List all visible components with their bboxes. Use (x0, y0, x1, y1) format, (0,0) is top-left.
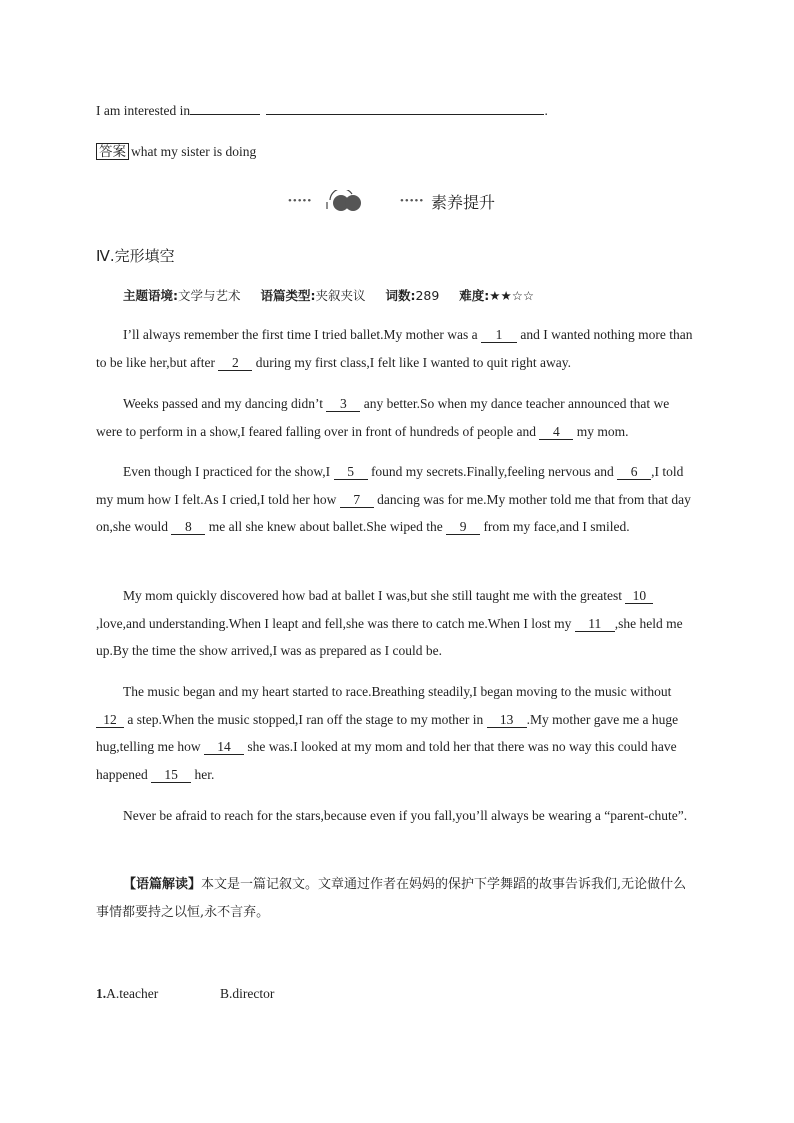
words-label: 词数: (385, 288, 416, 303)
passage-paragraph-4 (96, 582, 696, 665)
cloze-blank-13[interactable]: 13 (487, 713, 527, 728)
banner-decoration-icon (322, 190, 368, 214)
prompt-end: . (544, 103, 548, 118)
banner-dots-left: ••••• (288, 195, 313, 207)
prompt-text: I am interested in (96, 103, 191, 118)
answer-label: 答案 (96, 143, 129, 160)
paragraph-text: any better.So when my dance teacher announced that we were to perform in a show,I feared falling over in front of hundreds of people and (96, 396, 670, 439)
cloze-blank-9[interactable]: 9 (446, 520, 480, 535)
passage-paragraph-2 (96, 390, 696, 445)
cloze-blank-6[interactable]: 6 (617, 465, 651, 480)
paragraph-text: Weeks passed and my dancing didn’t (123, 396, 327, 411)
paragraph-text: me all she knew about ballet.She wiped the (205, 519, 447, 534)
paragraph-text: her. (191, 766, 215, 782)
paragraph-text: from my face,and I smiled. (480, 519, 630, 534)
paragraph-text: and I wanted nothing more than to be like her,but after (96, 327, 693, 370)
passage-analysis (96, 871, 696, 927)
question-1-option-b-wrap (220, 986, 274, 1002)
cloze-blank-2[interactable]: 2 (218, 356, 252, 371)
difficulty-label: 难度: (459, 288, 490, 303)
paragraph-text: she was.I looked at my mom and told her that there was no way this could have happened (96, 739, 677, 782)
prompt-line (96, 103, 548, 119)
paragraph-text: ,she held me up.By the time the show arrived,I was as prepared as I could be. (96, 615, 683, 658)
option-b[interactable]: B.director (220, 986, 275, 1001)
banner-title: 素养提升 (431, 193, 496, 212)
paragraph-text: a step.When the music stopped,I ran off the stage to my mother in (124, 711, 487, 727)
banner-dots-right: ••••• (400, 195, 425, 207)
question-1 (96, 986, 158, 1002)
paragraph-text: ,love,and understanding.When I leapt and fell,she was there to catch me.When I lost my (96, 615, 575, 631)
section-title: Ⅳ.完形填空 (96, 247, 175, 265)
paragraph-text: dancing was for me.My mother told me that from that day on,she would (96, 491, 691, 534)
cloze-blank-1[interactable]: 1 (481, 328, 517, 343)
cloze-blank-4[interactable]: 4 (539, 425, 573, 440)
paragraph-text: my mom. (573, 423, 629, 439)
passage-meta (123, 286, 534, 304)
paragraph-text: The music began and my heart started to race.Breathing steadily,I began moving to the music without (123, 684, 672, 699)
paragraph-text: found my secrets.Finally,feeling nervous and (367, 464, 618, 479)
type-value: 夹叙夹议 (315, 288, 366, 303)
paragraph-text: I’ll always remember the first time I tried ballet.My mother was a (123, 327, 482, 342)
paragraph-text: ,I told my mum how I felt.As I cried,I told her how (96, 464, 684, 507)
answer-line (96, 143, 256, 160)
paragraph-text: Never be afraid to reach for the stars,because even if you fall,you’ll always be wearing a “parent-chute”. (123, 808, 688, 823)
answer-blank-2[interactable] (266, 114, 544, 115)
cloze-blank-10[interactable]: 10 (625, 589, 653, 604)
passage-paragraph-6 (96, 802, 696, 830)
cloze-blank-3[interactable]: 3 (326, 397, 360, 412)
cloze-blank-12[interactable]: 12 (96, 713, 124, 728)
analysis-label: 【语篇解读】 (123, 877, 202, 892)
words-value: 289 (415, 288, 440, 303)
paragraph-text: during my first class,I felt like I wanted to quit right away. (252, 354, 571, 370)
cloze-blank-7[interactable]: 7 (340, 493, 374, 508)
paragraph-text: My mom quickly discovered how bad at ballet I was,but she still taught me with the greatest (123, 588, 626, 603)
theme-label: 主题语境: (123, 288, 178, 303)
cloze-blank-8[interactable]: 8 (171, 520, 205, 535)
answer-blank-1[interactable] (190, 114, 260, 115)
cloze-blank-11[interactable]: 11 (575, 617, 615, 632)
passage-paragraph-1 (96, 321, 696, 376)
cloze-blank-14[interactable]: 14 (204, 740, 244, 755)
difficulty-stars: ★★☆☆ (489, 288, 535, 303)
analysis-text: 本文是一篇记叙文。文章通过作者在妈妈的保护下学舞蹈的故事告诉我们,无论做什么事情都要持之以恒,永不言弃。 (96, 877, 687, 920)
theme-value: 文学与艺术 (178, 288, 241, 303)
cloze-blank-5[interactable]: 5 (334, 465, 368, 480)
cloze-blank-15[interactable]: 15 (151, 768, 191, 783)
type-label: 语篇类型: (260, 288, 316, 303)
paragraph-text: .My mother gave me a huge hug,telling me how (96, 711, 679, 754)
passage-paragraph-5 (96, 678, 696, 788)
answer-text: what my sister is doing (131, 144, 257, 159)
option-a[interactable]: A.teacher (106, 986, 159, 1001)
paragraph-text: Even though I practiced for the show,I (123, 464, 334, 479)
question-number: 1. (96, 986, 107, 1001)
passage-paragraph-3 (96, 458, 696, 541)
